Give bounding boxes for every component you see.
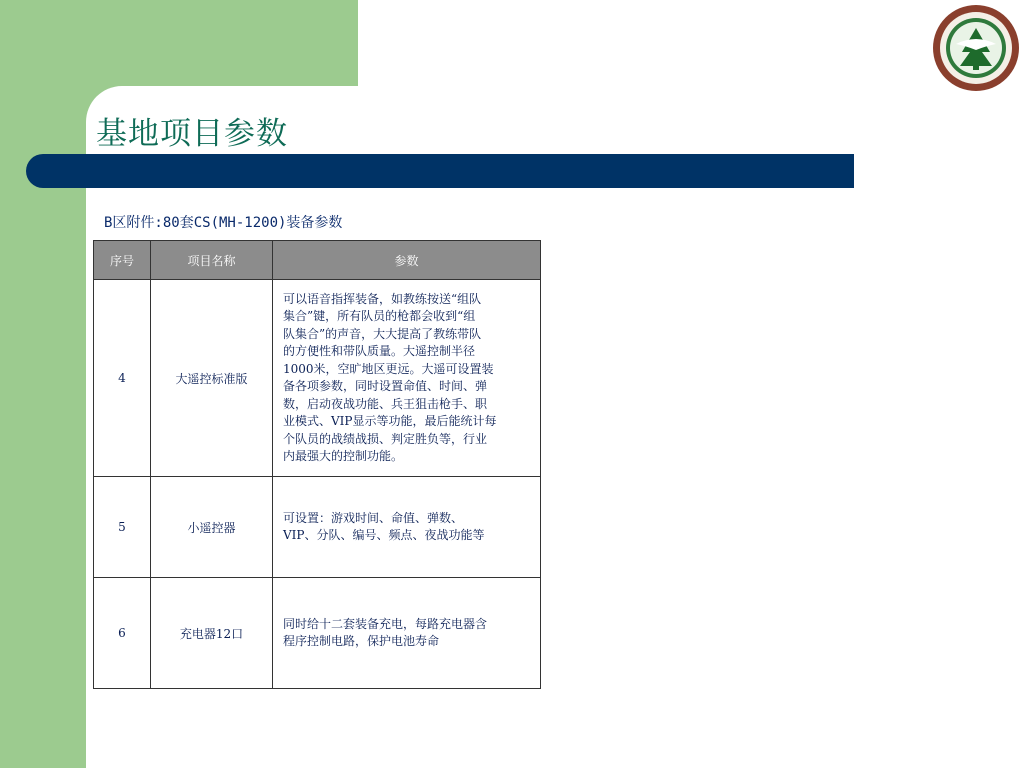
row-item-name: 大遥控标准版 (151, 280, 273, 477)
param-line: 程序控制电路，保护电池寿命 (283, 634, 440, 648)
row-params (273, 477, 541, 578)
row-params (273, 280, 541, 477)
row-no: 5 (94, 477, 151, 578)
param-line: 的方便性和带队质量。大遥控制半径 (283, 344, 476, 358)
param-line: 备各项参数，同时设置命值、时间、弹 (283, 379, 488, 393)
header-item-name: 项目名称 (151, 241, 273, 280)
param-line: 1000米，空旷地区更远。大遥可设置装 (283, 361, 494, 376)
row-item-name: 充电器12口 (151, 578, 273, 689)
row-no: 6 (94, 578, 151, 689)
table-caption: B区附件:80套CS(MH-1200)装备参数 (104, 215, 343, 231)
parameters-table (93, 240, 541, 689)
university-seal-icon (932, 4, 1020, 92)
param-line: 数，启动夜战功能、兵王狙击枪手、职 (283, 396, 488, 411)
param-line: 内最强大的控制功能。 (283, 449, 404, 463)
table-row (94, 477, 541, 578)
row-item-name: 小遥控器 (151, 477, 273, 578)
row-params (273, 578, 541, 689)
header-no: 序号 (94, 241, 151, 280)
table-row (94, 578, 541, 689)
param-line: 集合”键，所有队员的枪都会收到“组 (283, 309, 476, 323)
page-title: 基地项目参数 (96, 116, 288, 152)
header-params: 参数 (273, 241, 541, 280)
param-line: 业模式、VIP显示等功能，最后能统计每 (283, 414, 497, 428)
param-line: 队集合”的声音，大大提高了教练带队 (283, 326, 482, 341)
param-line: VIP、分队、编号、频点、夜战功能等 (283, 528, 485, 542)
param-line: 个队员的战绩战损、判定胜负等，行业 (283, 431, 488, 446)
param-line: 可设置：游戏时间、命值、弹数、 (283, 510, 464, 525)
table-header-row (94, 241, 541, 280)
param-line: 同时给十二套装备充电，每路充电器含 (283, 616, 488, 631)
table-row (94, 280, 541, 477)
title-underline-bar (26, 154, 854, 188)
param-line: 可以语音指挥装备，如教练按送“组队 (283, 291, 482, 306)
row-no: 4 (94, 280, 151, 477)
